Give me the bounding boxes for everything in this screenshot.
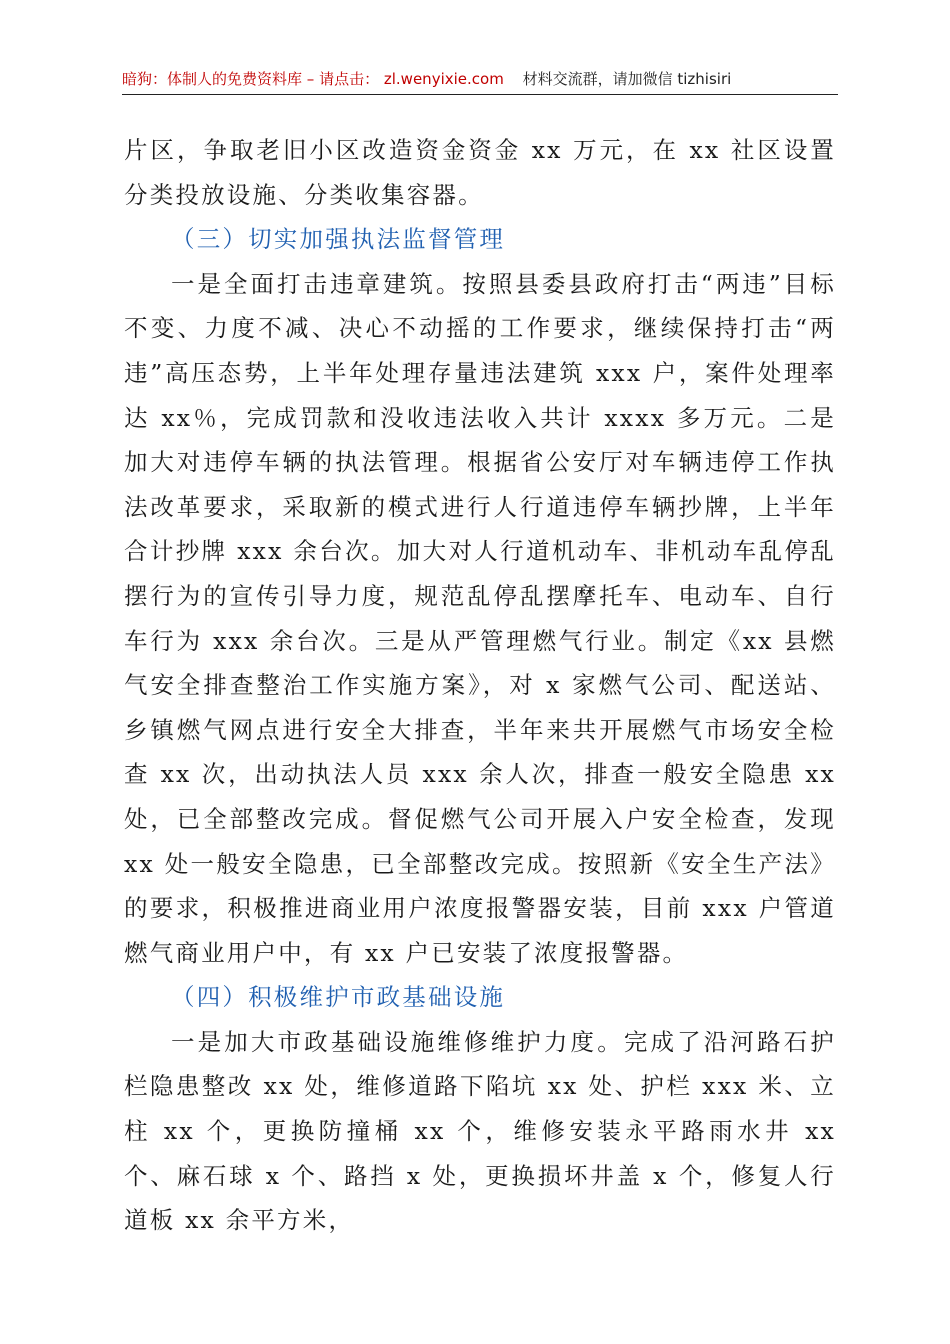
page-header xyxy=(122,64,838,95)
section-heading-4: （四）积极维护市政基础设施 xyxy=(171,983,506,1012)
document-body xyxy=(124,128,836,1243)
header-click-prompt: 请点击： xyxy=(319,70,380,88)
header-separator: – xyxy=(306,70,315,88)
section-heading-3: （三）切实加强执法监督管理 xyxy=(171,225,506,254)
paragraph-continued: 片区，争取老旧小区改造资金资金 xx 万元，在 xx 社区设置分类投放设施、分类收集容器。 xyxy=(124,136,836,209)
header-brand: 暗狗：体制人的免费资料库 xyxy=(122,70,303,88)
paragraph-infrastructure: 一是加大市政基础设施维修维护力度。完成了沿河路石护栏隐患整改 xx 处，维修道路下陷坑 xx 处、护栏 xxx 米、立柱 xx 个，更换防撞桶 xx 个，维修安装永平路雨水井 xx 个、麻石球 x 个、路挡 x 处，更换损坏井盖 x 个，修复人行道板 xx 余平方米， xyxy=(124,1027,836,1235)
header-url-link[interactable]: zl.wenyixie.com xyxy=(383,70,504,88)
paragraph-enforcement: 一是全面打击违章建筑。按照县委县政府打击“两违”目标不变、力度不减、决心不动摇的工作要求，继续保持打击“两违”高压态势，上半年处理存量违法建筑 xxx 户，案件处理率达 xx％，完成罚款和没收违法收入共计 xxxx 多万元。二是加大对违停车辆的执法管理。根据省公安厅对车辆违停工作执法改革要求，采取新的模式进行人行道违停车辆抄牌，上半年合计抄牌 xxx 余台次。加大对人行道机动车、非机动车乱停乱摆行为的宣传引导力度，规范乱停乱摆摩托车、电动车、自行车行为 xxx 余台次。三是从严管理燃气行业。制定《xx 县燃气安全排查整治工作实施方案》，对 x 家燃气公司、配送站、乡镇燃气网点进行安全大排查，半年来共开展燃气市场安全检查 xx 次，出动执法人员 xxx 余人次，排查一般安全隐患 xx 处，已全部整改完成。督促燃气公司开展入户安全检查，发现 xx 处一般安全隐患，已全部整改完成。按照新《安全生产法》的要求，积极推进商业用户浓度报警器安装，目前 xxx 户管道燃气商业用户中，有 xx 户已安装了浓度报警器。 xyxy=(124,269,836,967)
header-contact: 材料交流群，请加微信 tizhisiri xyxy=(522,70,732,88)
